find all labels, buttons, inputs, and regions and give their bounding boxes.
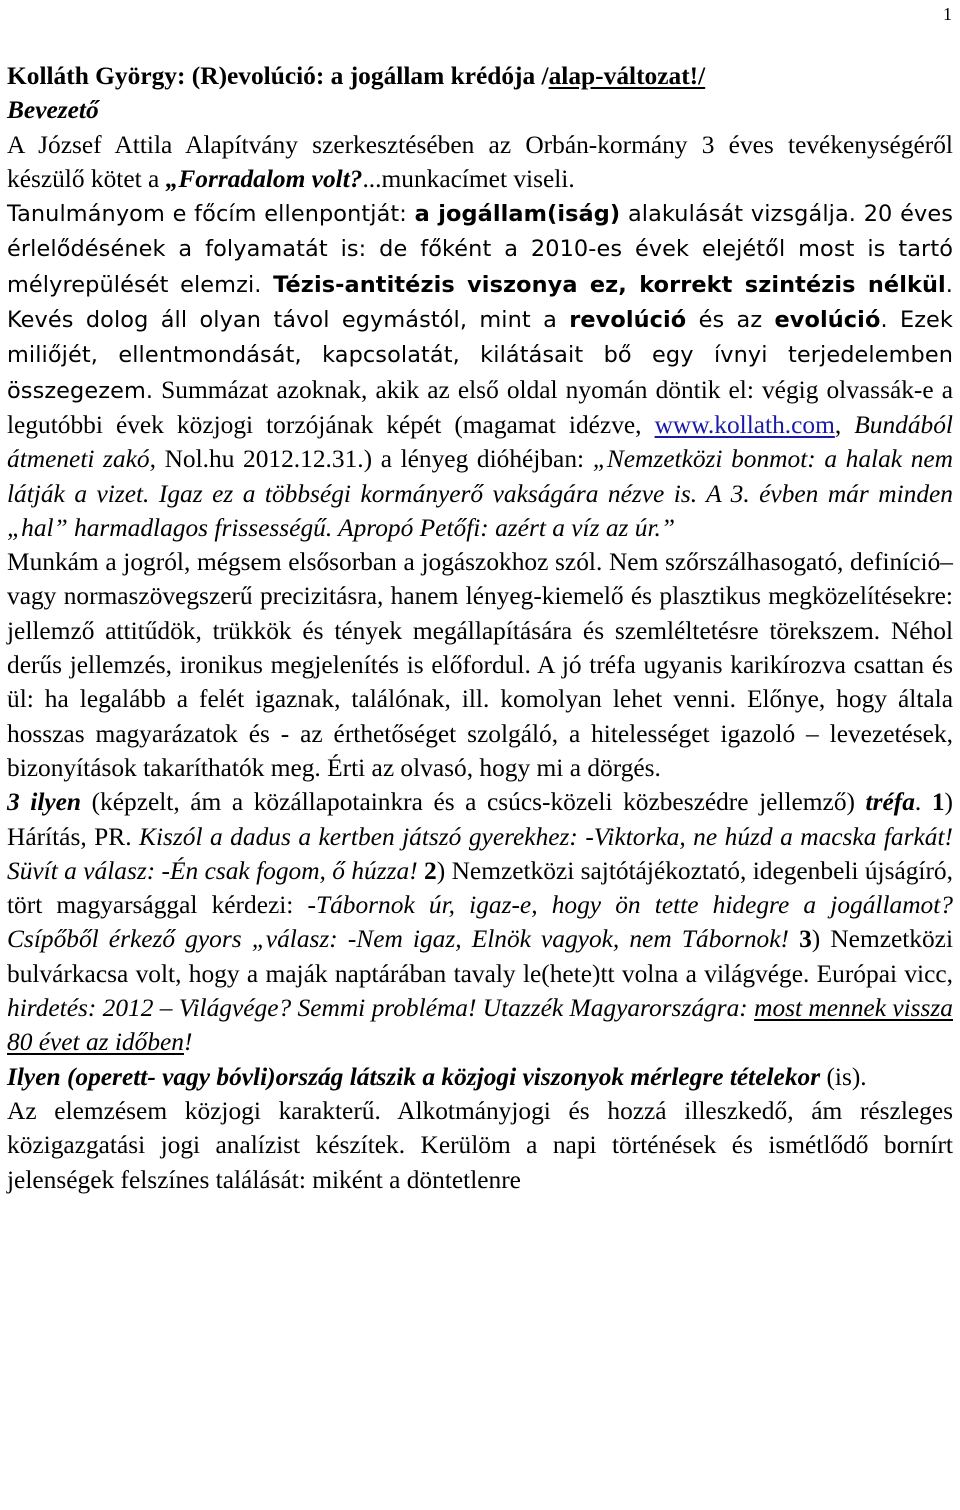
kollath-link[interactable]: www.kollath.com [654,410,835,439]
document-title: Kolláth György: (R)evolúció: a jogállam krédója /alap-változat!/ [7,62,706,90]
paragraph-analysis: Az elemzésem közjogi karakterű. Alkotmányjogi és hozzá illeszkedő, ám részleges közigazgatási jogi analízist készítek. Kerülöm a napi történések és ismétlődő bornírt jelenségek felszínes találását: miként a döntetlenre [7,1096,953,1194]
paragraph-intro: A József Attila Alapítvány szerkesztésében az Orbán-kormány 3 éves tevékenységéről készülő kötet a „Forradalom volt?...munkacímet viseli. Tanulmányom e főcím ellenpontját: a jogállam(iság) alakulását vizsgálja. 20 éves érlelődésének a folyamatát is: de főként a 2010-es évek elejétől most is tartó mélyrepülését elemzi. Tézis-antitézis viszonya ez, korrekt szintézis nélkül. Kevés dolog áll olyan távol egymástól, mint a revolúció és az evolúció. Ezek miliőjét, ellentmondását, kapcsolatát, kilátásait bő egy ívnyi terjedelemben összegezem. Summázat azoknak, akik az első oldal nyomán döntik el: végig olvassák-e a legutóbbi évek közjogi torzójának képét (magamat idézve, www.kollath.com, Bundából átmeneti zakó, Nol.hu 2012.12.31.) a lényeg dióhéjban: „Nemzetközi bonmot: a halak nem látják a vizet. Igaz ez a többségi kormányerő vakságára nézve is. A 3. évben már minden „hal” harmadlagos frissességű. Apropó Petőfi: azért a víz az úr.” [7,130,954,542]
paragraph-conclusion: Ilyen (operett- vagy bóvli)ország látszik a közjogi viszonyok mérlegre tételekor (is). [7,1062,867,1091]
document-body [7,59,953,1197]
paragraph-method: Munkám a jogról, mégsem elsősorban a jogászokhoz szól. Nem szőrszálhasogató, definíció– vagy normaszövegszerű precizitásra, hanem lényeg-kiemelő és plasztikus megközelítésekre: jellemző attitűdök, trükkök és tények megállapítására és szemléltetésre törekszem. Néhol derűs jellemzés, ironikus megjelenítés is előfordul. A jó tréfa ugyanis karikírozva csattan és ül: ha legalább a felét igaznak, találónak, ill. komolyan lehet venni. Előnye, hogy általa hosszas magyarázatok és - az érthetőséget szolgáló, a hitelességet igazoló – levezetések, bizonyítások takaríthatók meg. Érti az olvasó, hogy mi a dörgés. [7,548,953,782]
paragraph-jokes: 3 ilyen (képzelt, ám a közállapotainkra és a csúcs-közeli közbeszédre jellemző) tréfa. 1) Hárítás, PR. Kiszól a dadus a kertben játszó gyerekhez: -Viktorka, ne húzd a macska farkát! Süvít a válasz: -Én csak fogom, ő húzza! 2) Nemzetközi sajtótájékoztató, idegenbeli újságíró, tört magyarsággal kérdezi: -Tábornok úr, igaz-e, hogy ön tette hidegre a jogállamot? Csípőből érkező gyors „válasz: -Nem igaz, Elnök vagyok, nem Tábornok! 3) Nemzetközi bulvárkacsa volt, hogy a maják naptárában tavaly le(hete)tt volna a világvége. Európai vicc, hirdetés: 2012 – Világvége? Semmi probléma! Utazzék Magyarországra: most mennek vissza 80 évet az időben! [7,788,953,1057]
page-number: 1 [943,4,952,24]
section-heading: Bevezető [7,96,99,125]
